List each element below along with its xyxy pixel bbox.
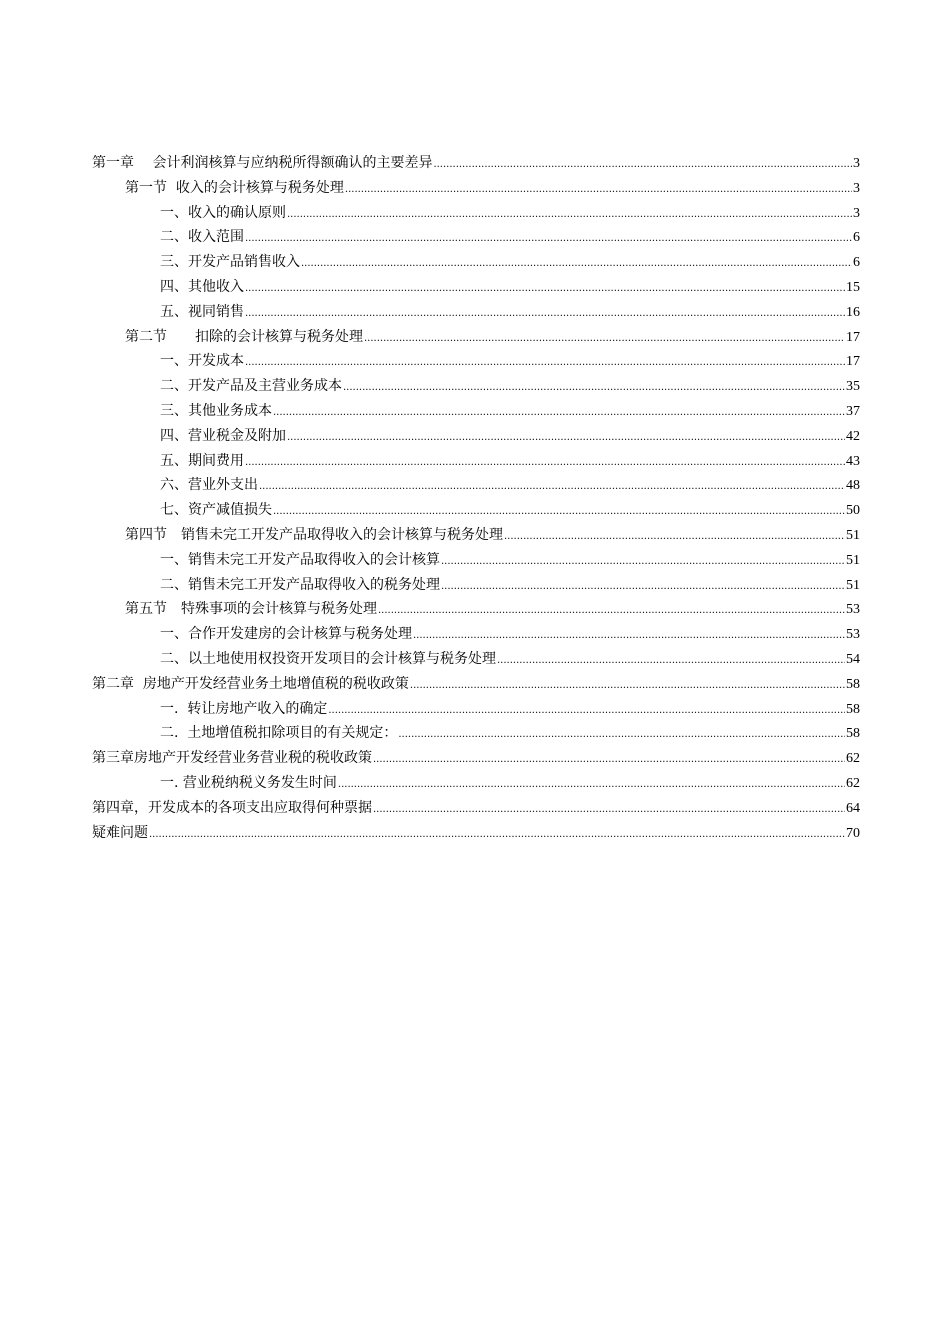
toc-entry[interactable] (92, 325, 860, 350)
toc-entry-title: 一. 转让房地产收入的确定 (160, 700, 328, 717)
toc-entry-page-number: 62 (846, 751, 860, 767)
toc-entry-page-number: 3 (853, 205, 860, 221)
toc-dot-leader (273, 500, 845, 525)
toc-entry-title: 二、收入范围 (160, 229, 244, 246)
toc-entry[interactable] (92, 349, 860, 374)
toc-entry-page-number: 51 (846, 527, 860, 543)
toc-dot-leader (245, 277, 845, 302)
toc-dot-leader (433, 153, 852, 178)
toc-dot-leader (504, 525, 845, 550)
toc-dot-leader (398, 723, 845, 748)
toc-entry-page-number: 50 (846, 503, 860, 519)
toc-entry[interactable] (92, 647, 860, 672)
toc-entry[interactable] (92, 399, 860, 424)
toc-dot-leader (287, 203, 852, 228)
toc-entry-title: 六、营业外支出 (160, 477, 258, 494)
toc-entry-title: 四、其他收入 (160, 278, 244, 295)
toc-entry[interactable] (92, 573, 860, 598)
toc-entry[interactable] (92, 176, 860, 201)
toc-entry[interactable] (92, 449, 860, 474)
toc-entry-title: 第五节 特殊事项的会计核算与税务处理 (125, 601, 377, 618)
toc-entry-title: 七、资产减值损失 (160, 502, 272, 519)
toc-entry[interactable] (92, 548, 860, 573)
toc-entry-page-number: 17 (846, 329, 860, 345)
toc-entry[interactable] (92, 473, 860, 498)
toc-entry-title: 三、其他业务成本 (160, 402, 272, 419)
toc-entry[interactable] (92, 721, 860, 746)
toc-dot-leader (343, 376, 845, 401)
toc-dot-leader (245, 351, 845, 376)
toc-entry[interactable] (92, 622, 860, 647)
toc-entry-title: 二、开发产品及主营业务成本 (160, 378, 342, 395)
toc-entry-title: 五、视同销售 (160, 303, 244, 320)
toc-entry-title: 第四节 销售未完工开发产品取得收入的会计核算与税务处理 (125, 526, 503, 543)
toc-entry-title: 一. 营业税纳税义务发生时间 (160, 774, 337, 791)
toc-dot-leader (364, 327, 845, 352)
toc-entry[interactable] (92, 300, 860, 325)
toc-dot-leader (245, 451, 845, 476)
toc-entry-page-number: 16 (846, 304, 860, 320)
toc-entry-title: 二. 土地增值税扣除项目的有关规定： (160, 725, 398, 742)
toc-entry-page-number: 53 (846, 602, 860, 618)
toc-entry-page-number: 6 (853, 230, 860, 246)
toc-dot-leader (441, 550, 845, 575)
toc-entry[interactable] (92, 672, 860, 697)
toc-entry-title: 二、以土地使用权投资开发项目的会计核算与税务处理 (160, 650, 496, 667)
toc-entry-page-number: 37 (846, 403, 860, 419)
toc-entry[interactable] (92, 697, 860, 722)
toc-entry-title: 一、开发成本 (160, 353, 244, 370)
toc-dot-leader (301, 252, 852, 277)
toc-entry-page-number: 51 (846, 552, 860, 568)
toc-entry-title: 四、营业税金及附加 (160, 427, 286, 444)
toc-entry[interactable] (92, 250, 860, 275)
toc-entry-page-number: 53 (846, 627, 860, 643)
toc-dot-leader (373, 748, 845, 773)
toc-entry-title: 一、收入的确认原则 (160, 204, 286, 221)
toc-entry[interactable] (92, 771, 860, 796)
toc-entry-page-number: 17 (846, 354, 860, 370)
toc-entry[interactable] (92, 151, 860, 176)
toc-dot-leader (410, 674, 845, 699)
toc-dot-leader (378, 599, 845, 624)
toc-entry-page-number: 58 (846, 726, 860, 742)
toc-entry-page-number: 43 (846, 453, 860, 469)
toc-entry-page-number: 58 (846, 676, 860, 692)
toc-entry[interactable] (92, 424, 860, 449)
toc-entry[interactable] (92, 275, 860, 300)
toc-entry-page-number: 42 (846, 428, 860, 444)
toc-entry-page-number: 54 (846, 651, 860, 667)
toc-entry[interactable] (92, 374, 860, 399)
toc-entry-page-number: 58 (846, 701, 860, 717)
toc-dot-leader (497, 649, 845, 674)
toc-entry-page-number: 35 (846, 379, 860, 395)
toc-dot-leader (328, 699, 845, 724)
toc-entry-page-number: 15 (846, 279, 860, 295)
toc-entry-page-number: 3 (853, 156, 860, 171)
toc-entry-title: 第三章房地产开发经营业务营业税的税收政策 (92, 750, 372, 767)
toc-entry-title: 三、开发产品销售收入 (160, 254, 300, 271)
toc-entry-page-number: 62 (846, 775, 860, 791)
toc-entry-title: 疑难问题 (92, 824, 148, 841)
toc-dot-leader (287, 426, 845, 451)
toc-entry-page-number: 6 (853, 255, 860, 271)
toc-dot-leader (338, 773, 845, 798)
toc-dot-leader (149, 823, 845, 848)
toc-entry[interactable] (92, 498, 860, 523)
toc-entry-title: 第二节 扣除的会计核算与税务处理 (125, 328, 363, 345)
toc-entry-page-number: 48 (846, 478, 860, 494)
toc-entry[interactable] (92, 201, 860, 226)
toc-dot-leader (373, 798, 845, 823)
toc-entry-title: 第一章 会计利润核算与应纳税所得额确认的主要差异 (92, 155, 433, 171)
toc-entry[interactable] (92, 821, 860, 846)
toc-dot-leader (345, 178, 852, 203)
toc-entry[interactable] (92, 796, 860, 821)
table-of-contents (92, 151, 860, 845)
toc-entry-page-number: 64 (846, 800, 860, 816)
toc-entry-title: 一、合作开发建房的会计核算与税务处理 (160, 626, 412, 643)
toc-entry-title: 第一节 收入的会计核算与税务处理 (125, 179, 344, 196)
toc-dot-leader (259, 475, 845, 500)
toc-entry-title: 二、销售未完工开发产品取得收入的税务处理 (160, 576, 440, 593)
toc-dot-leader (441, 575, 845, 600)
toc-dot-leader (245, 302, 845, 327)
toc-entry-page-number: 51 (846, 577, 860, 593)
toc-entry-page-number: 3 (853, 180, 860, 196)
toc-entry-title: 一、销售未完工开发产品取得收入的会计核算 (160, 551, 440, 568)
toc-entry[interactable] (92, 523, 860, 548)
toc-entry-title: 第四章，开发成本的各项支出应取得何种票据 (92, 799, 372, 816)
toc-dot-leader (413, 624, 845, 649)
toc-entry-title: 五、期间费用 (160, 452, 244, 469)
toc-dot-leader (245, 227, 852, 252)
toc-entry-page-number: 70 (846, 825, 860, 841)
toc-entry[interactable] (92, 597, 860, 622)
toc-entry[interactable] (92, 746, 860, 771)
toc-dot-leader (273, 401, 845, 426)
toc-entry[interactable] (92, 225, 860, 250)
toc-entry-title: 第二章 房地产开发经营业务土地增值税的税收政策 (92, 675, 409, 692)
